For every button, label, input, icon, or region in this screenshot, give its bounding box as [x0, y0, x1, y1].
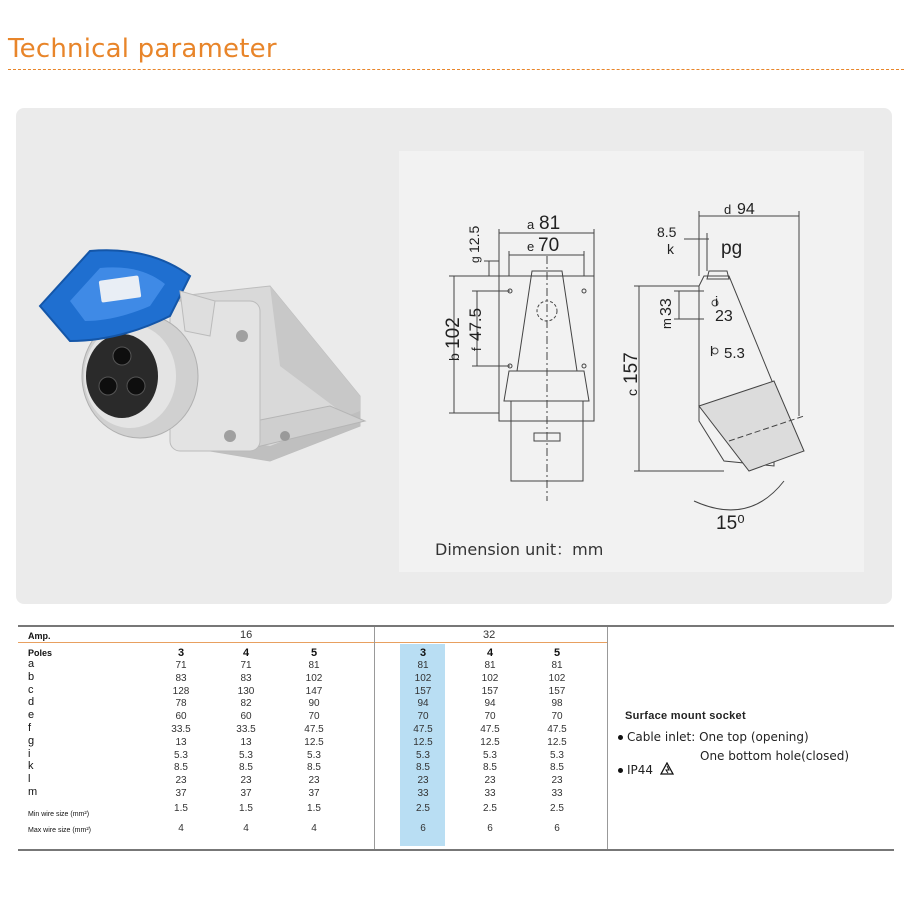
table-cell: 8.5	[550, 762, 564, 774]
table-cell: 81	[551, 660, 563, 671]
table-cell: 23	[240, 775, 252, 787]
table-cell: 5.3	[174, 749, 188, 761]
table-cell: 71	[175, 660, 187, 671]
ip-rating-line	[618, 762, 674, 777]
table-cell: 12.5	[413, 736, 433, 748]
table-cell: 60	[240, 711, 252, 723]
min-wire-cell: 2.5	[483, 803, 497, 814]
table-cell: 47.5	[547, 724, 567, 735]
table-cell: 47.5	[413, 724, 433, 735]
table-cell: 102	[305, 672, 323, 684]
dim-a-value: 81	[539, 213, 561, 234]
max-wire-label: Max wire size (mm²)	[28, 827, 91, 834]
row-label-e: e	[28, 709, 35, 722]
dimension-unit: Dimension unit：mm	[435, 540, 604, 559]
max-wire-cell: 6	[420, 823, 426, 834]
dim-e-label: e	[527, 239, 535, 254]
cable-inlet-text: Cable inlet: One top (opening)	[627, 730, 809, 744]
table-cell: 5.3	[483, 749, 497, 761]
max-wire-cell: 6	[554, 823, 560, 834]
table-cell: 102	[414, 672, 432, 684]
dim-g-label: g	[468, 256, 482, 263]
min-wire-cell: 1.5	[307, 803, 321, 814]
bullet-icon	[618, 735, 623, 740]
table-cell: 157	[481, 685, 499, 697]
page-title: Technical parameter	[8, 34, 277, 64]
table-cell: 23	[551, 775, 563, 787]
table-cell: 94	[484, 698, 496, 710]
table-cell: 8.5	[174, 762, 188, 774]
pole-header: 3	[419, 647, 427, 659]
max-wire-cell: 6	[487, 823, 493, 834]
dim-k-label: k	[667, 241, 674, 257]
table-cell: 12.5	[547, 736, 567, 748]
table-cell: 5.3	[307, 749, 321, 761]
pole-header: 5	[310, 647, 318, 659]
table-cell: 157	[548, 685, 566, 697]
table-cell: 8.5	[416, 762, 430, 774]
dim-a-label: a	[527, 217, 535, 232]
dimension-drawing	[399, 151, 864, 572]
row-label-m: m	[28, 786, 38, 798]
dim-f-label: f	[469, 347, 484, 351]
table-cell: 81	[308, 660, 320, 671]
row-label-a: a	[28, 658, 35, 670]
row-label-c: c	[28, 683, 34, 696]
dim-i-label: i	[715, 293, 719, 309]
table-cell: 12.5	[304, 736, 324, 748]
table-cell: 23	[175, 775, 187, 787]
table-cell: 70	[551, 711, 563, 723]
table-cell: 47.5	[480, 724, 500, 735]
table-cell: 81	[417, 660, 429, 671]
table-cell: 23	[308, 775, 320, 787]
dim-c-value: 157	[621, 352, 642, 384]
product-type: Surface mount socket	[625, 710, 746, 722]
dim-m-value: 33	[658, 298, 675, 316]
table-cell: 37	[240, 788, 252, 799]
dim-d-value: 94	[737, 201, 755, 218]
table-cell: 12.5	[480, 736, 500, 748]
table-cell: 5.3	[550, 749, 564, 761]
dim-e-value: 70	[538, 235, 560, 256]
ip-rating: IP44	[627, 763, 654, 777]
dim-g-value: 12.5	[466, 225, 482, 253]
table-header-rule	[18, 642, 608, 643]
table-cell: 23	[484, 775, 496, 787]
table-cell: 82	[240, 698, 252, 710]
socket-photo	[30, 246, 370, 486]
info-divider	[607, 627, 608, 849]
amp-16: 16	[240, 629, 253, 641]
row-label-l: l	[28, 773, 31, 786]
pole-header: 3	[177, 647, 185, 659]
row-label-i: i	[28, 747, 31, 760]
dim-l-label: l	[710, 343, 714, 359]
amp-32: 32	[483, 629, 496, 641]
table-cell: 70	[308, 711, 320, 723]
cable-inlet-line-2: One bottom hole(closed)	[700, 749, 850, 763]
poles-label: Poles	[28, 648, 53, 658]
table-cell: 70	[417, 711, 429, 723]
table-cell: 130	[237, 685, 255, 697]
table-bottom-rule	[18, 849, 894, 851]
table-top-rule	[18, 625, 894, 627]
table-cell: 94	[417, 698, 429, 710]
pole-header: 4	[486, 647, 494, 659]
table-cell: 102	[481, 672, 499, 684]
table-cell: 33	[417, 788, 429, 799]
pole-header: 4	[242, 647, 250, 659]
dim-pg-label: pg	[721, 238, 743, 259]
min-wire-cell: 2.5	[416, 803, 430, 814]
dim-d-label: d	[724, 202, 732, 217]
row-label-f: f	[28, 722, 32, 734]
dim-m-label: m	[659, 318, 674, 329]
table-cell: 47.5	[304, 724, 324, 735]
min-wire-cell: 1.5	[239, 803, 253, 814]
table-cell: 70	[484, 711, 496, 723]
table-cell: 8.5	[307, 762, 321, 774]
dim-c-label: c	[624, 389, 640, 396]
table-cell: 33	[551, 788, 563, 799]
cable-inlet-line	[618, 730, 809, 744]
table-cell: 37	[175, 788, 187, 799]
max-wire-cell: 4	[311, 823, 317, 834]
table-cell: 98	[551, 698, 563, 710]
screw-icon	[280, 431, 290, 441]
table-cell: 102	[548, 672, 566, 684]
title-divider	[8, 69, 904, 70]
table-cell: 13	[175, 736, 187, 748]
row-label-g: g	[28, 734, 35, 747]
amp-divider	[374, 627, 375, 849]
table-cell: 23	[417, 775, 429, 787]
table-cell: 33.5	[236, 724, 256, 735]
table-cell: 33	[484, 788, 496, 799]
table-cell: 81	[484, 660, 496, 671]
table-cell: 71	[240, 660, 252, 671]
dimension-diagram	[399, 151, 864, 572]
table-cell: 60	[175, 711, 187, 723]
table-cell: 5.3	[416, 749, 430, 761]
dim-i-value: 23	[715, 308, 733, 325]
table-cell: 83	[175, 672, 187, 684]
table-cell: 5.3	[239, 749, 253, 761]
table-cell: 8.5	[239, 762, 253, 774]
table-cell: 33.5	[171, 724, 191, 735]
warning-triangle-icon	[660, 762, 674, 775]
dim-f-value: 47.5	[466, 307, 485, 341]
min-wire-label: Min wire size (mm²)	[28, 811, 90, 818]
table-cell: 157	[414, 685, 432, 697]
table-cell: 147	[305, 685, 323, 697]
dim-b-value: 102	[443, 317, 464, 349]
row-label-d: d	[28, 696, 35, 709]
max-wire-cell: 4	[243, 823, 249, 834]
dim-k-value: 8.5	[657, 224, 677, 240]
table-cell: 78	[175, 698, 187, 710]
table-cell: 83	[240, 672, 252, 684]
bullet-icon	[618, 768, 623, 773]
table-cell: 13	[240, 736, 252, 748]
table-cell: 8.5	[483, 762, 497, 774]
row-label-b: b	[28, 670, 35, 683]
row-label-k: k	[28, 760, 34, 773]
dim-b-label: b	[446, 353, 462, 361]
min-wire-cell: 2.5	[550, 803, 564, 814]
pole-header: 5	[553, 647, 561, 659]
min-wire-cell: 1.5	[174, 803, 188, 814]
table-cell: 37	[308, 788, 320, 799]
max-wire-cell: 4	[178, 823, 184, 834]
dim-angle: 15⁰	[716, 513, 745, 534]
amp-label: Amp.	[28, 631, 51, 641]
table-cell: 90	[308, 698, 320, 710]
dim-l-value: 5.3	[724, 345, 745, 362]
table-cell: 128	[172, 685, 190, 697]
